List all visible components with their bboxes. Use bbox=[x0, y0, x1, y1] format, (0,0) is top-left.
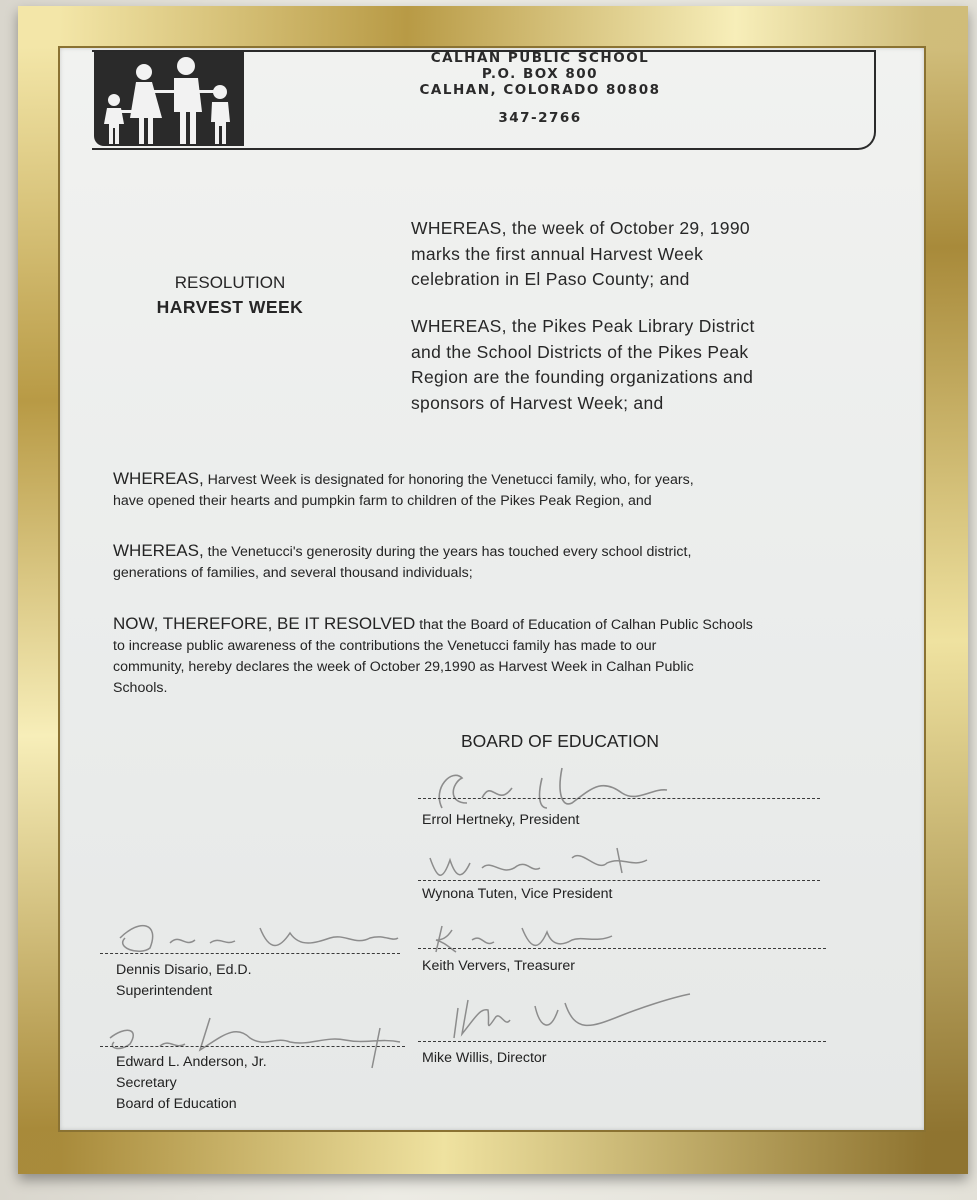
resolved-paragraph bbox=[113, 613, 873, 699]
text-line: WHEREAS, the week of October 29, 1990 bbox=[411, 218, 750, 238]
resolution-document bbox=[60, 48, 924, 1130]
text-line: community, hereby declares the week of October 29,1990 as Harvest Week in Calhan Public bbox=[113, 659, 694, 675]
treasurer-signature bbox=[422, 918, 682, 958]
whereas-paragraph-4 bbox=[113, 540, 873, 584]
text-run: the Venetucci's generosity during the years has touched every school district, bbox=[203, 544, 692, 560]
treasurer-name: Keith Ververs, Treasurer bbox=[422, 958, 575, 974]
superintendent-title: Superintendent bbox=[116, 983, 213, 999]
signature-line bbox=[100, 1046, 405, 1047]
whereas-lead: WHEREAS, bbox=[113, 469, 204, 488]
text-line: celebration in El Paso County; and bbox=[411, 269, 690, 289]
text-line: to increase public awareness of the contributions the Venetucci family has made to our bbox=[113, 638, 657, 654]
secretary-title: Secretary bbox=[116, 1075, 177, 1091]
signature-line bbox=[418, 948, 826, 949]
signature-line bbox=[418, 798, 820, 799]
text-line: and the School Districts of the Pikes Peak bbox=[411, 341, 749, 362]
text-line: Region are the founding organizations and bbox=[411, 367, 754, 387]
vice-president-name: Wynona Tuten, Vice President bbox=[422, 886, 613, 902]
text-line bbox=[113, 540, 873, 563]
text-line: sponsors of Harvest Week; and bbox=[411, 392, 664, 413]
superintendent-name: Dennis Disario, Ed.D. bbox=[116, 962, 252, 978]
signature-line bbox=[418, 880, 820, 881]
text-line: marks the first annual Harvest Week bbox=[411, 243, 704, 264]
resolution-heading bbox=[130, 270, 330, 320]
text-line: Schools. bbox=[113, 680, 168, 696]
whereas-paragraph-1 bbox=[411, 216, 851, 293]
whereas-lead: WHEREAS, bbox=[113, 541, 204, 560]
text-run: that the Board of Education of Calhan Public Schools bbox=[415, 617, 753, 633]
resolved-lead: NOW, THEREFORE, BE IT RESOLVED bbox=[113, 614, 416, 633]
signature-line bbox=[418, 1041, 826, 1042]
secretary-name: Edward L. Anderson, Jr. bbox=[116, 1054, 267, 1070]
text-line: generations of families, and several thousand individuals; bbox=[113, 565, 473, 581]
address-line-2: CALHAN, COLORADO 80808 bbox=[419, 82, 661, 98]
director-name: Mike Willis, Director bbox=[422, 1050, 547, 1066]
family-figures-icon bbox=[94, 50, 244, 146]
school-name: CALHAN PUBLIC SCHOOL bbox=[430, 50, 650, 66]
letterhead-text bbox=[330, 50, 750, 126]
text-run: Harvest Week is designated for honoring the Venetucci family, who, for years, bbox=[203, 472, 694, 488]
president-name: Errol Hertneky, President bbox=[422, 812, 580, 828]
text-line: have opened their hearts and pumpkin farm to children of the Pikes Peak Region, and bbox=[113, 493, 652, 509]
superintendent-signature bbox=[100, 908, 400, 958]
whereas-paragraph-2 bbox=[411, 314, 851, 416]
whereas-paragraph-3 bbox=[113, 468, 873, 512]
text-line bbox=[113, 613, 873, 636]
board-of-education-heading: BOARD OF EDUCATION bbox=[461, 731, 660, 751]
text-line: WHEREAS, the Pikes Peak Library District bbox=[411, 316, 755, 336]
address-line-1: P.O. BOX 800 bbox=[481, 66, 599, 82]
director-signature bbox=[440, 988, 700, 1048]
resolution-title: HARVEST WEEK bbox=[156, 297, 304, 317]
text-line bbox=[113, 468, 873, 491]
resolution-label: RESOLUTION bbox=[174, 273, 286, 292]
phone-number: 347-2766 bbox=[498, 110, 582, 126]
signature-line bbox=[100, 953, 400, 954]
secretary-board-title: Board of Education bbox=[116, 1096, 237, 1112]
